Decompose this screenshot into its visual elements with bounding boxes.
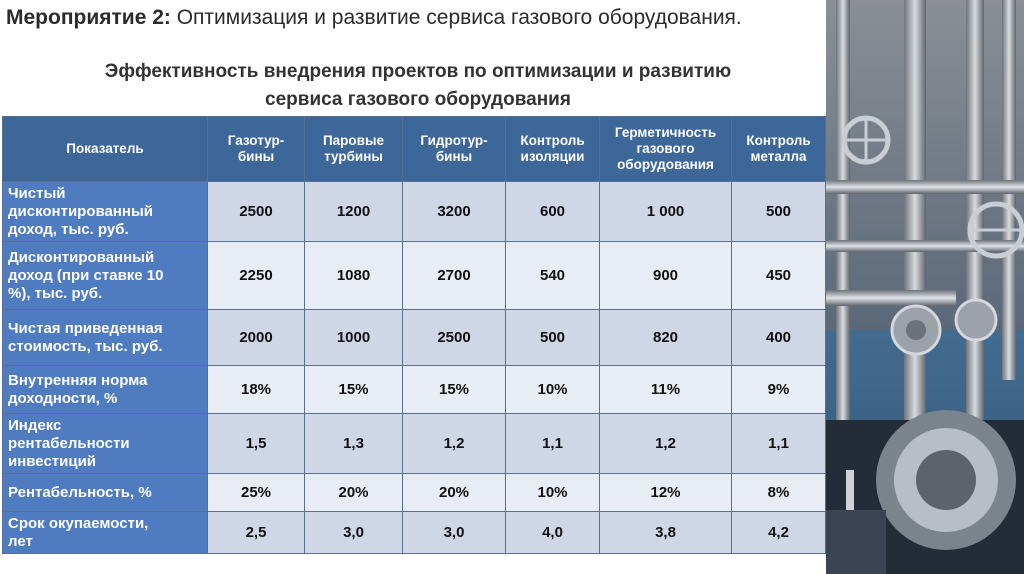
table-cell: 8% bbox=[732, 474, 826, 512]
table-cell: 450 bbox=[732, 242, 826, 310]
page-title bbox=[6, 6, 826, 30]
row-label: Чистая приведенная стоимость, тыс. руб. bbox=[3, 310, 208, 366]
table-cell: 2700 bbox=[403, 242, 506, 310]
row-label: Внутренняя норма доходности, % bbox=[3, 366, 208, 414]
row-label: Индекс рентабельности инвестиций bbox=[3, 414, 208, 474]
column-header: Гидротур- бины bbox=[403, 117, 506, 182]
table-cell: 500 bbox=[506, 310, 600, 366]
table-cell: 820 bbox=[600, 310, 732, 366]
table-row bbox=[3, 242, 826, 310]
table-cell: 1,3 bbox=[305, 414, 403, 474]
table-row bbox=[3, 366, 826, 414]
table-row bbox=[3, 182, 826, 242]
table-cell: 3,0 bbox=[305, 512, 403, 554]
table-title-line-2: сервиса газового оборудования bbox=[265, 89, 571, 110]
efficiency-table-container bbox=[2, 116, 825, 549]
title-bold: Мероприятие 2: bbox=[6, 6, 171, 29]
column-header: Контроль металла bbox=[732, 117, 826, 182]
table-cell: 540 bbox=[506, 242, 600, 310]
table-cell: 2250 bbox=[208, 242, 305, 310]
table-cell: 4,0 bbox=[506, 512, 600, 554]
table-row bbox=[3, 474, 826, 512]
table-cell: 3200 bbox=[403, 182, 506, 242]
column-header: Газотур- бины bbox=[208, 117, 305, 182]
title-text: Оптимизация и развитие сервиса газового оборудования. bbox=[170, 6, 742, 29]
table-cell: 1080 bbox=[305, 242, 403, 310]
table-cell: 11% bbox=[600, 366, 732, 414]
table-cell: 10% bbox=[506, 474, 600, 512]
table-row bbox=[3, 512, 826, 554]
table-cell: 12% bbox=[600, 474, 732, 512]
table-title bbox=[0, 58, 836, 114]
table-cell: 1,5 bbox=[208, 414, 305, 474]
row-label: Чистый дисконтированный доход, тыс. руб. bbox=[3, 182, 208, 242]
table-cell: 1,2 bbox=[403, 414, 506, 474]
column-header: Герметичность газового оборудования bbox=[600, 117, 732, 182]
table-cell: 20% bbox=[403, 474, 506, 512]
column-header: Показатель bbox=[3, 117, 208, 182]
row-label: Рентабельность, % bbox=[3, 474, 208, 512]
table-cell: 1,1 bbox=[732, 414, 826, 474]
industrial-pipes-photo bbox=[826, 0, 1024, 574]
table-cell: 2,5 bbox=[208, 512, 305, 554]
table-cell: 3,8 bbox=[600, 512, 732, 554]
row-label: Срок окупаемости, лет bbox=[3, 512, 208, 554]
efficiency-table bbox=[2, 116, 826, 554]
table-row bbox=[3, 310, 826, 366]
table-cell: 25% bbox=[208, 474, 305, 512]
table-cell: 1,2 bbox=[600, 414, 732, 474]
table-header-row bbox=[3, 117, 826, 182]
table-cell: 1 000 bbox=[600, 182, 732, 242]
table-cell: 9% bbox=[732, 366, 826, 414]
pipes-illustration bbox=[826, 0, 1024, 574]
table-cell: 1000 bbox=[305, 310, 403, 366]
column-header: Контроль изоляции bbox=[506, 117, 600, 182]
table-cell: 500 bbox=[732, 182, 826, 242]
table-cell: 15% bbox=[403, 366, 506, 414]
table-row bbox=[3, 414, 826, 474]
row-label: Дисконтированный доход (при ставке 10 %), тыс. руб. bbox=[3, 242, 208, 310]
table-cell: 2000 bbox=[208, 310, 305, 366]
table-cell: 2500 bbox=[208, 182, 305, 242]
table-title-line-1: Эффективность внедрения проектов по оптимизации и развитию bbox=[104, 61, 732, 82]
table-cell: 400 bbox=[732, 310, 826, 366]
table-cell: 1200 bbox=[305, 182, 403, 242]
table-cell: 600 bbox=[506, 182, 600, 242]
table-cell: 2500 bbox=[403, 310, 506, 366]
table-cell: 900 bbox=[600, 242, 732, 310]
table-cell: 3,0 bbox=[403, 512, 506, 554]
table-cell: 4,2 bbox=[732, 512, 826, 554]
table-cell: 20% bbox=[305, 474, 403, 512]
table-cell: 10% bbox=[506, 366, 600, 414]
table-cell: 1,1 bbox=[506, 414, 600, 474]
table-cell: 15% bbox=[305, 366, 403, 414]
table-cell: 18% bbox=[208, 366, 305, 414]
column-header: Паровые турбины bbox=[305, 117, 403, 182]
